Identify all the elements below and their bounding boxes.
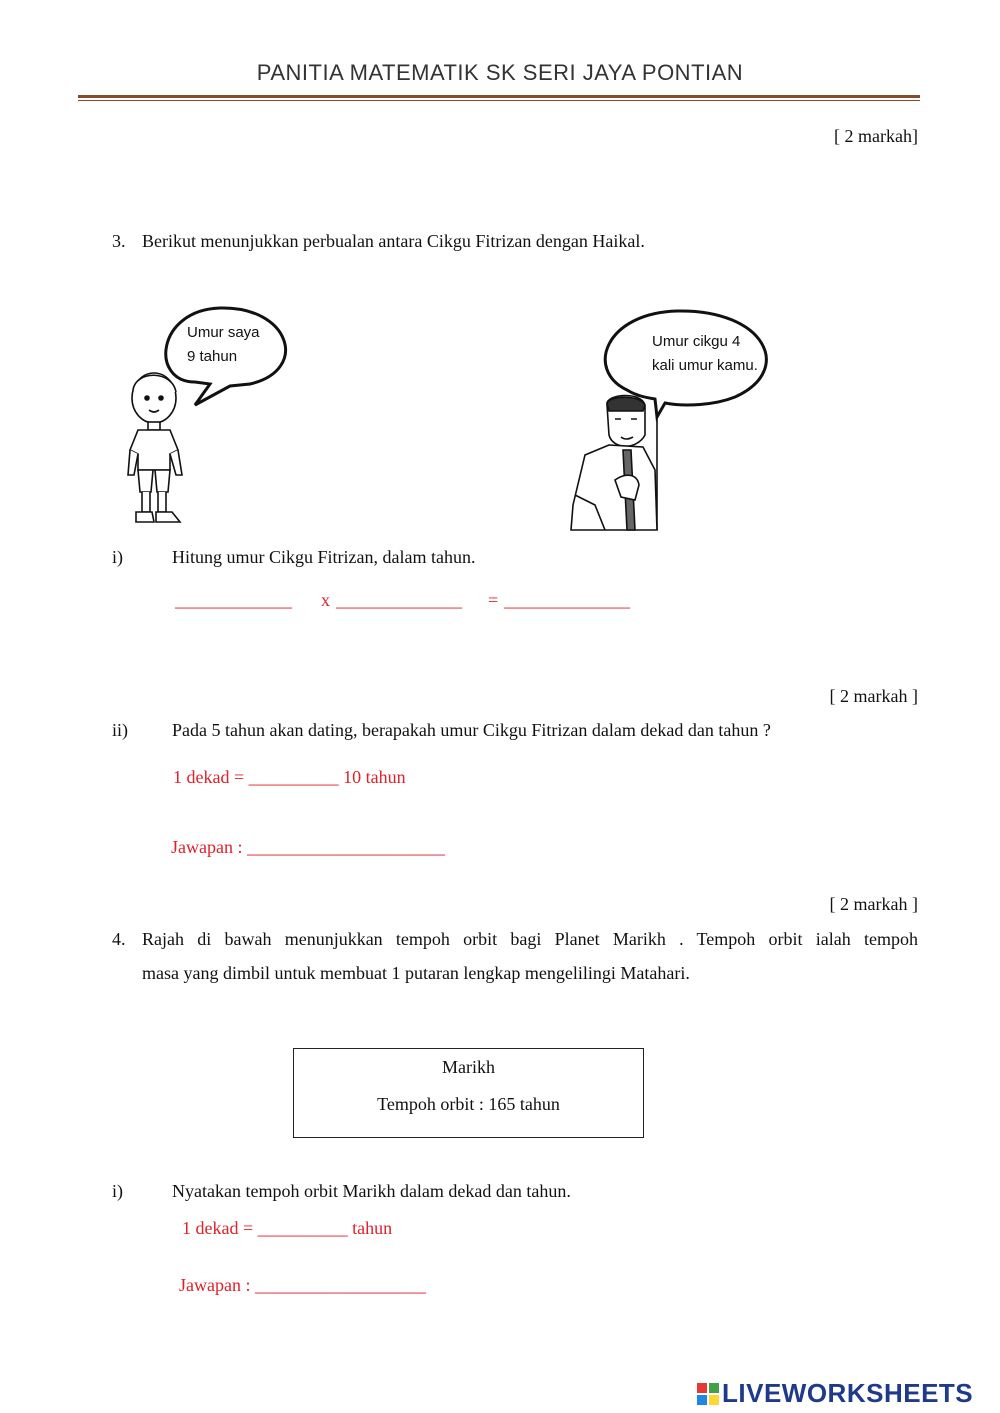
bubble-boy-line1: Umur saya [187,324,260,341]
liveworksheets-logo [697,1378,973,1409]
question-number: 4. [112,929,126,949]
question-number: 3. [112,231,126,251]
part-text: Nyatakan tempoh orbit Marikh dalam dekad dan tahun. [172,1181,571,1201]
answer-field[interactable]: Jawapan : ___________________ [179,1275,426,1295]
part-label: i) [112,547,123,567]
answer-blank-3[interactable]: ______________ [504,590,630,610]
header-rule-thin [78,100,920,101]
boy-figure [128,373,182,522]
logo-text: LIVEWORKSHEETS [722,1378,974,1408]
liveworksheets-logo-icon [697,1383,719,1405]
bubble-boy-line2: 9 tahun [187,348,238,365]
part-text: Pada 5 tahun akan dating, berapakah umur Cikgu Fitrizan dalam dekad dan tahun ? [172,720,771,740]
box-value: Tempoh orbit : 165 tahun [377,1094,560,1114]
box-title: Marikh [442,1057,495,1077]
question-text-line1: Rajah di bawah menunjukkan tempoh orbit bagi Planet Marikh . Tempoh orbit ialah tempoh [142,929,918,949]
orbit-info-box [293,1048,644,1138]
answer-blank-1[interactable]: _____________ [175,590,292,610]
equals-sign: = [488,590,499,610]
question-text: Berikut menunjukkan perbualan antara Cikgu Fitrizan dengan Haikal. [142,231,645,251]
header-rule [78,95,920,98]
answer-field[interactable]: Jawapan : ______________________ [171,837,445,857]
marks-label: [ 2 markah ] [829,686,918,706]
part-text: Hitung umur Cikgu Fitrizan, dalam tahun. [172,547,476,567]
dekad-conversion[interactable]: 1 dekad = __________ tahun [182,1218,393,1238]
page-header: PANITIA MATEMATIK SK SERI JAYA PONTIAN [256,60,744,85]
answer-blank-2[interactable]: ______________ [336,590,462,610]
part-label: i) [112,1181,123,1201]
marks-label: [ 2 markah] [834,126,918,146]
question-text-line2: masa yang dimbil untuk membuat 1 putaran lengkap mengelilingi Matahari. [142,963,690,983]
bubble-teacher-line1: Umur cikgu 4 [652,333,741,350]
part-label: ii) [112,720,128,740]
multiply-sign: x [321,590,330,610]
teacher-figure [571,396,657,531]
bubble-teacher-line2: kali umur kamu. [652,357,758,374]
marks-label: [ 2 markah ] [829,894,918,914]
dekad-conversion[interactable]: 1 dekad = __________ 10 tahun [173,767,406,787]
